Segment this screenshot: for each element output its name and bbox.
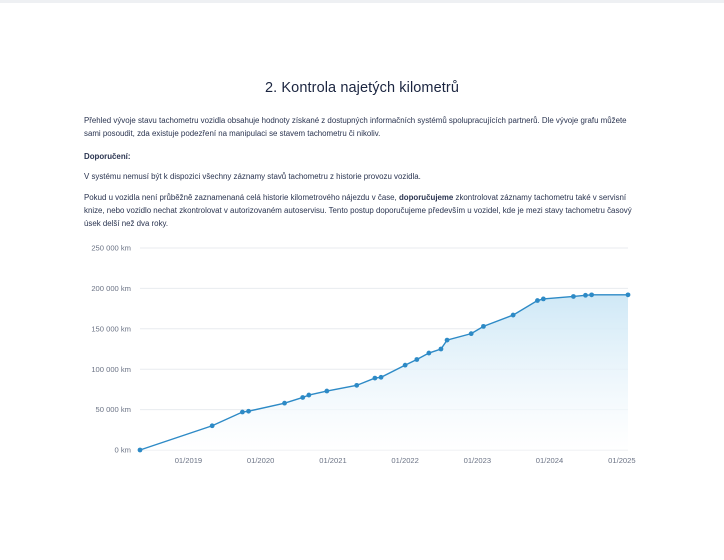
x-tick-label: 01/2023 [463, 456, 492, 465]
y-tick-label: 50 000 km [95, 405, 131, 415]
mileage-point [240, 410, 245, 415]
mileage-point [403, 363, 408, 368]
mileage-point [535, 298, 540, 303]
mileage-point [246, 409, 251, 414]
mileage-point [445, 338, 450, 343]
x-tick-label: 01/2019 [174, 456, 203, 465]
recommendation-paragraph: V systému nemusí být k dispozici všechny záznamy stavů tachometru z historie provozu vozidla. [84, 172, 421, 181]
mileage-point [426, 351, 431, 356]
mileage-point [138, 448, 143, 453]
y-tick-label: 250 000 km [91, 243, 131, 253]
mileage-point [324, 389, 329, 394]
mileage-point [571, 294, 576, 299]
x-tick-label: 01/2025 [608, 456, 636, 465]
mileage-point [589, 292, 594, 297]
intro-paragraph: Přehled vývoje stavu tachometru vozidla obsahuje hodnoty získané z dostupných informačních systémů spolupracujících partnerů. Dle vývoje grafu můžete sami posoudit, zda existuje podezření na manipulaci se stavem tachometru či nikoliv. [84, 116, 627, 138]
mileage-point [626, 292, 631, 297]
y-axis-labels [91, 244, 131, 455]
advice-text-end: zkontrolovat záznamy tachometru také v servisní knize, nebo vozidlo nechat zkontrolovat v autorizovaném autoservisu. Tento postup doporučujeme především u vozidel, kde je mezi stavy tachometru časový úsek delší než dva roky. [84, 193, 632, 228]
x-tick-label: 01/2022 [391, 456, 419, 465]
mileage-point [282, 401, 287, 406]
x-tick-label: 01/2024 [535, 456, 564, 465]
mileage-point [354, 383, 359, 388]
mileage-point [300, 395, 305, 400]
advice-emphasis: doporučujeme [398, 193, 454, 202]
section-title: 2. Kontrola najetých kilometrů [264, 80, 459, 96]
mileage-point [583, 293, 588, 298]
recommendation-heading: Doporučení: [84, 152, 131, 161]
mileage-point [469, 331, 474, 336]
mileage-point [439, 347, 444, 352]
mileage-point [306, 393, 311, 398]
mileage-point [373, 376, 378, 381]
y-tick-label: 0 km [114, 445, 131, 455]
x-axis-labels [175, 456, 636, 465]
mileage-point [541, 297, 546, 302]
x-tick-label: 01/2020 [246, 456, 275, 465]
mileage-point [210, 423, 215, 428]
advice-text-start: Pokud u vozidla není průběžně zaznamenaná celá historie kilometrového nájezdu v čase, [84, 193, 399, 202]
mileage-point [481, 324, 486, 329]
mileage-point [414, 357, 419, 362]
mileage-point [379, 375, 384, 380]
y-tick-label: 100 000 km [91, 364, 131, 374]
y-tick-label: 200 000 km [91, 284, 131, 293]
y-tick-label: 150 000 km [91, 324, 131, 334]
x-tick-label: 01/2021 [319, 456, 347, 465]
mileage-point [511, 313, 516, 318]
